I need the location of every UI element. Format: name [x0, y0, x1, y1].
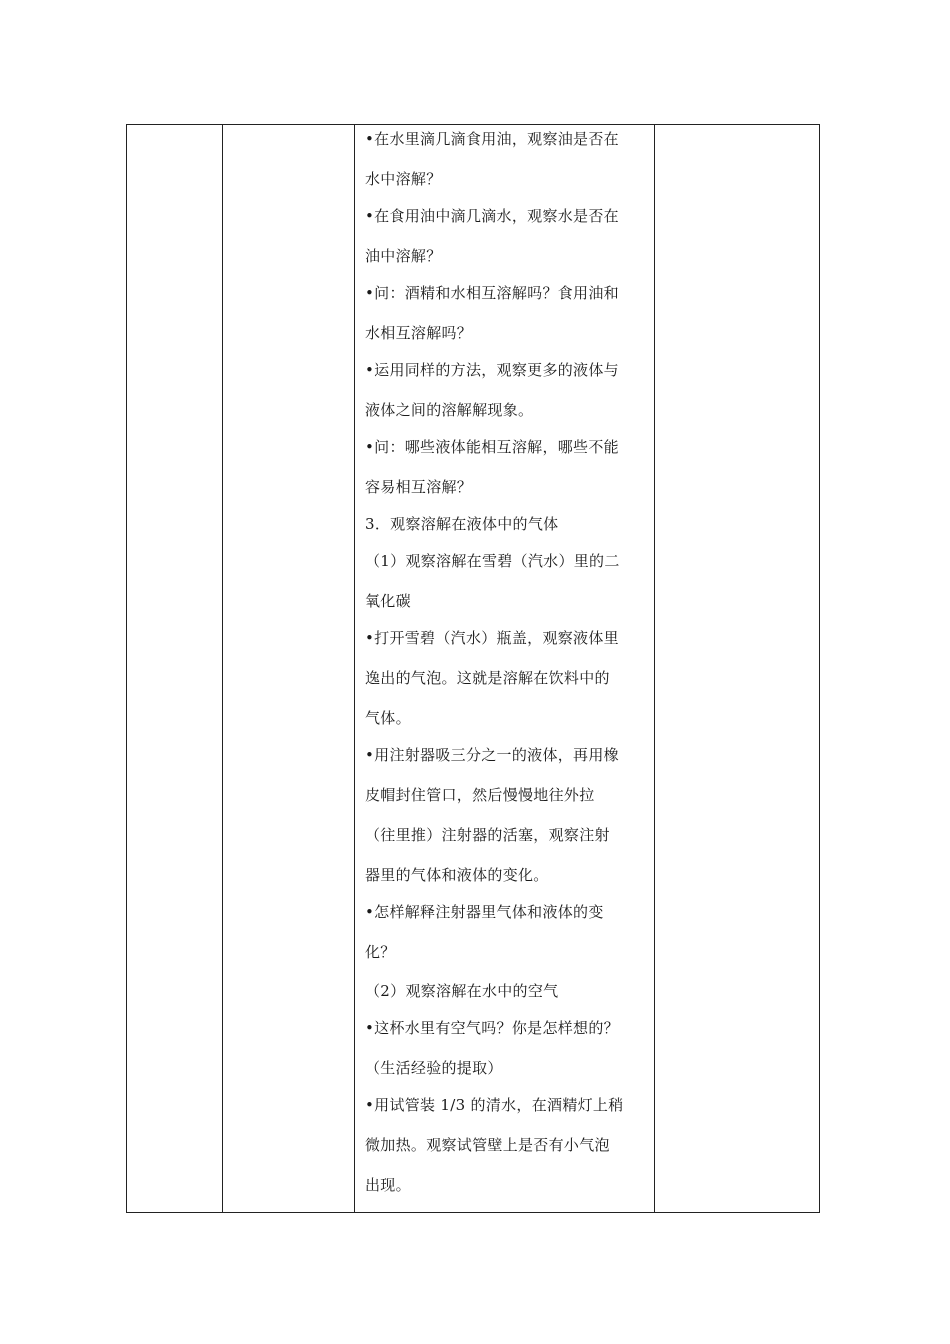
text-line: •用试管装 1/3 的清水，在酒精灯上稍 [365, 1096, 624, 1114]
lesson-content-cell [355, 125, 655, 1213]
text-line: 3．观察溶解在液体中的气体 [365, 515, 559, 533]
text-line: •运用同样的方法，观察更多的液体与 [365, 361, 619, 379]
text-line: •在水里滴几滴食用油，观察油是否在 [365, 130, 619, 148]
text-line: 器里的气体和液体的变化。 [365, 866, 549, 884]
text-line: •用注射器吸三分之一的液体，再用橡 [365, 746, 619, 764]
text-line: •怎样解释注射器里气体和液体的变 [365, 903, 604, 921]
text-line: 微加热。观察试管壁上是否有小气泡 [365, 1136, 610, 1154]
text-line: 皮帽封住管口，然后慢慢地往外拉 [365, 786, 595, 804]
table-row [127, 125, 820, 1213]
empty-cell-2 [223, 125, 355, 1213]
text-line: （2）观察溶解在水中的空气 [365, 982, 559, 1000]
text-line: （生活经验的提取） [365, 1059, 503, 1077]
text-line: （往里推）注射器的活塞，观察注射 [365, 826, 610, 844]
text-line: 出现。 [365, 1176, 411, 1194]
text-line: •打开雪碧（汽水）瓶盖，观察液体里 [365, 629, 619, 647]
text-line: •问：酒精和水相互溶解吗？食用油和 [365, 284, 619, 302]
text-line: 油中溶解？ [365, 247, 442, 265]
text-line: 容易相互溶解？ [365, 478, 473, 496]
text-line: 气体。 [365, 709, 411, 727]
text-line: 氧化碳 [365, 592, 411, 610]
text-line: 液体之间的溶解解现象。 [365, 401, 534, 419]
text-line: 水相互溶解吗？ [365, 324, 473, 342]
text-line: 逸出的气泡。这就是溶解在饮料中的 [365, 669, 610, 687]
text-line: （1）观察溶解在雪碧（汽水）里的二 [365, 552, 620, 570]
text-line: •这杯水里有空气吗？你是怎样想的？ [365, 1019, 619, 1037]
empty-cell-1 [127, 125, 223, 1213]
lesson-table [126, 124, 820, 1213]
text-line: 水中溶解？ [365, 170, 442, 188]
empty-cell-4 [655, 125, 820, 1213]
text-line: 化？ [365, 943, 396, 961]
text-line: •问：哪些液体能相互溶解，哪些不能 [365, 438, 619, 456]
text-line: •在食用油中滴几滴水，观察水是否在 [365, 207, 619, 225]
